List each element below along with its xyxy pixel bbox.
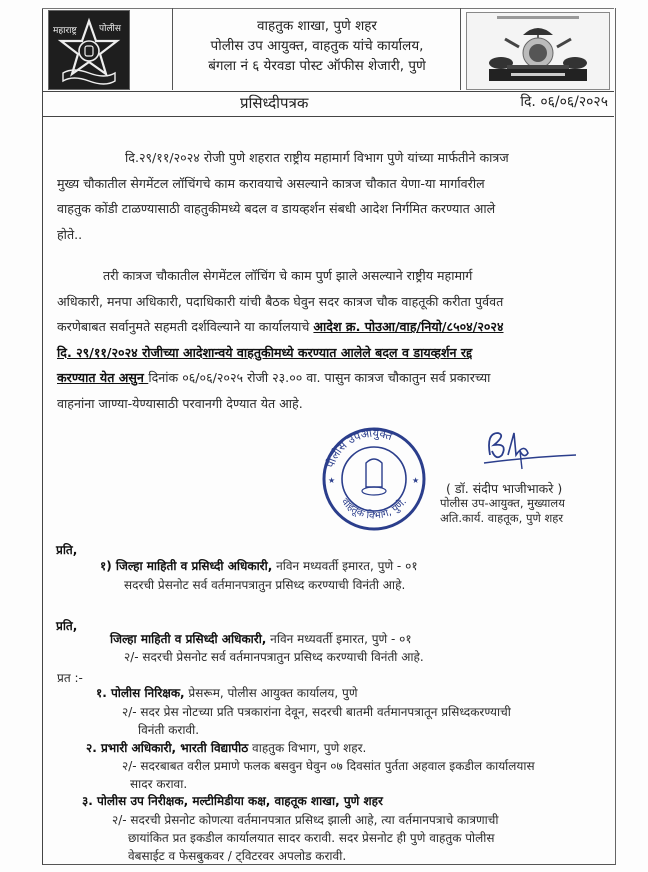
copy-number: २. xyxy=(86,741,101,755)
stamp-top-text: पोलीस उपआयुक्त xyxy=(323,426,394,470)
signatory-name: ( डॉ. संदीप भाजीभाकरे ) xyxy=(446,481,563,496)
signature-scribble-icon xyxy=(480,425,580,470)
document-date: दि. ०६/०६/२०२५ xyxy=(520,94,608,110)
copy-recipient: प्रभारी अधिकारी, भारती विद्यापीठ xyxy=(100,741,249,755)
copy-recipient: पोलीस उप निरीक्षक, मल्टीमिडीया कक्ष, वाहतूक शाखा, पुणे शहर xyxy=(96,794,383,808)
traffic-branch-emblem xyxy=(466,12,610,90)
police-star-icon xyxy=(49,11,129,89)
recipient-note: २/- सदरची प्रेसनोट सर्व वर्तमानपत्रातुन प्रसिध्द करण्याची विनंती आहे. xyxy=(124,650,424,664)
copy-item-2 xyxy=(86,739,366,756)
recipient-note: सदरची प्रेसनोट सर्व वर्तमानपत्रातुन प्रसिध्द करण्याची विनंती आहे. xyxy=(124,578,406,592)
official-stamp xyxy=(316,425,432,531)
copy-item-1 xyxy=(96,684,358,701)
copy-number: ३. xyxy=(82,794,97,808)
office-address xyxy=(174,16,460,76)
office-line-2: पोलीस उप आयुक्त, वाहतुक यांचे कार्यालय, xyxy=(210,38,424,54)
to-label: प्रति, xyxy=(56,543,78,557)
copy-note: विनंती करावी. xyxy=(138,723,200,737)
recipient-number: १) xyxy=(100,559,116,573)
logo-text-left: महाराष्ट्र xyxy=(53,26,77,36)
svg-text:★: ★ xyxy=(328,476,336,485)
copy-number: १. xyxy=(96,686,111,700)
signatory-block xyxy=(440,481,610,526)
order-reference: आदेश क्र. पोउआ/वाह/नियो/८५०४/२०२४ xyxy=(313,319,504,334)
header-divider xyxy=(460,8,461,90)
copy-address: वाहतुक विभाग, पुणे शहर. xyxy=(248,741,367,755)
recipient-name: जिल्हा माहिती व प्रसिध्दी अधिकारी, xyxy=(115,559,273,573)
copy-note: सादर करावा. xyxy=(130,777,188,791)
recipient-address: नविन मध्यवर्ती इमारत, पुणे - ०१ xyxy=(272,559,418,573)
para2-line: तरी कात्रज चौकातील सेगमेंटल लॉचिंग चे काम पुर्ण झाले असल्याने राष्ट्रीय महामार्ग xyxy=(103,268,473,283)
logo-text-right: पोलीस xyxy=(99,24,121,34)
document-title: प्रसिध्दीपत्रक xyxy=(240,94,309,112)
para2-line xyxy=(57,365,605,391)
para1-line: होते.. xyxy=(57,226,83,242)
svg-text:वाहतूक विभाग, पुणे. xyxy=(339,497,409,522)
recipient-address: नविन मध्यवर्ती इमारत, पुणे - ०१ xyxy=(266,632,412,646)
to-label: प्रति, xyxy=(56,619,78,633)
copy-note: छायांकित प्रत इकडील कार्यालयात सादर करावी. सदर प्रेसनोट ही पुणे वाहतुक पोलीस xyxy=(128,831,495,845)
copy-note: २/- सदर प्रेस नोटच्या प्रति पत्रकारांना देवून, सदरची बातमी वर्तमानपत्रातून प्रसिध्दकरण्याची xyxy=(122,705,511,719)
office-line-1: वाहतुक शाखा, पुणे शहर xyxy=(257,18,377,34)
para2-line: वाहनांना जाण्या-येण्यासाठी परवानगी देण्यात येत आहे. xyxy=(57,395,303,411)
para2-text: दिनांक ०६/०६/२०२५ रोजी २३.०० वा. पासुन कात्रज चौकातुन सर्व प्रकारच्या xyxy=(148,370,491,385)
copy-address: प्रेसरूम, पोलीस आयुक्त कार्यालय, पुणे xyxy=(184,686,358,700)
stamp-seal-icon xyxy=(316,425,432,531)
copy-note: २/- सदरबाबत वरील प्रमाणे फलक बसवुन घेवुन ०७ दिवसांत पुर्तता अहवाल इकडील कार्यालयास xyxy=(122,759,535,773)
recipient-name: जिल्हा माहिती व प्रसिध्दी अधिकारी, xyxy=(110,632,267,646)
para1-line: दि.२९/११/२०२४ रोजी पुणे शहरात राष्ट्रीय महामार्ग विभाग पुणे यांच्या मार्फतीने कात्रज xyxy=(125,150,509,165)
signature xyxy=(480,425,580,470)
copy-item-3 xyxy=(82,792,383,809)
paragraph-2 xyxy=(57,263,605,416)
paragraph-1 xyxy=(57,145,605,247)
emblem-icon xyxy=(467,13,609,89)
para2-line: अधिकारी, मनपा अधिकारी, पदाधिकारी यांची बैठक घेवुन सदर कात्रज चौक वाहतूकी करीता पुर्ववत xyxy=(57,293,504,309)
svg-text:★: ★ xyxy=(412,476,420,485)
order-cancellation-text: दि. २९/११/२०२४ रोजीच्या आदेशान्वये वाहतुकीमध्ये करण्यात आलेले बदल व डायव्हर्शन रद्द xyxy=(57,344,473,360)
signatory-designation: अति.कार्य. वाहतूक, पुणे शहर xyxy=(440,511,564,525)
recipient-1 xyxy=(100,557,418,574)
copy-note: वेबसाईट व फेसबुकवर / ट्विटरवर अपलोड करावी. xyxy=(128,849,347,863)
maharashtra-police-logo xyxy=(48,10,130,90)
order-cancellation-text: करण्यात येत असुन xyxy=(57,370,149,385)
recipient-2 xyxy=(110,630,412,647)
signatory-designation: पोलीस उप-आयुक्त, मुख्यालय xyxy=(440,496,565,510)
header-divider xyxy=(172,8,173,90)
copy-note: २/- सदरची प्रेसनोट कोणत्या वर्तमानपत्रात प्रसिध्द झाली आहे, त्या वर्तमानपत्राचे कात्रणाची xyxy=(112,813,499,827)
office-line-3: बंगला नं ६ येरवडा पोस्ट ऑफीस शेजारी, पुणे xyxy=(208,58,426,74)
para2-line xyxy=(57,314,605,340)
stamp-bottom-text: वाहतूक विभाग, पुणे. xyxy=(338,496,410,522)
copy-recipient: पोलीस निरिक्षक, xyxy=(110,686,185,700)
para1-line: वाहतुक कोंडी टाळण्यासाठी वाहतुकीमध्ये बदल व डायव्हर्शन संबधी आदेश निर्गमित करण्यात आले xyxy=(57,201,496,216)
para1-line: मुख्य चौकातील सेगमेंटल लॉचिंगचे काम करावयाचे असल्याने कात्रज चौकात येणा-या मार्गावरील xyxy=(57,175,485,191)
copy-label: प्रत :- xyxy=(57,671,83,685)
para2-text: करणेबाबत सर्वानुमते सहमती दर्शविल्याने या कार्यालयाचे xyxy=(57,319,314,334)
